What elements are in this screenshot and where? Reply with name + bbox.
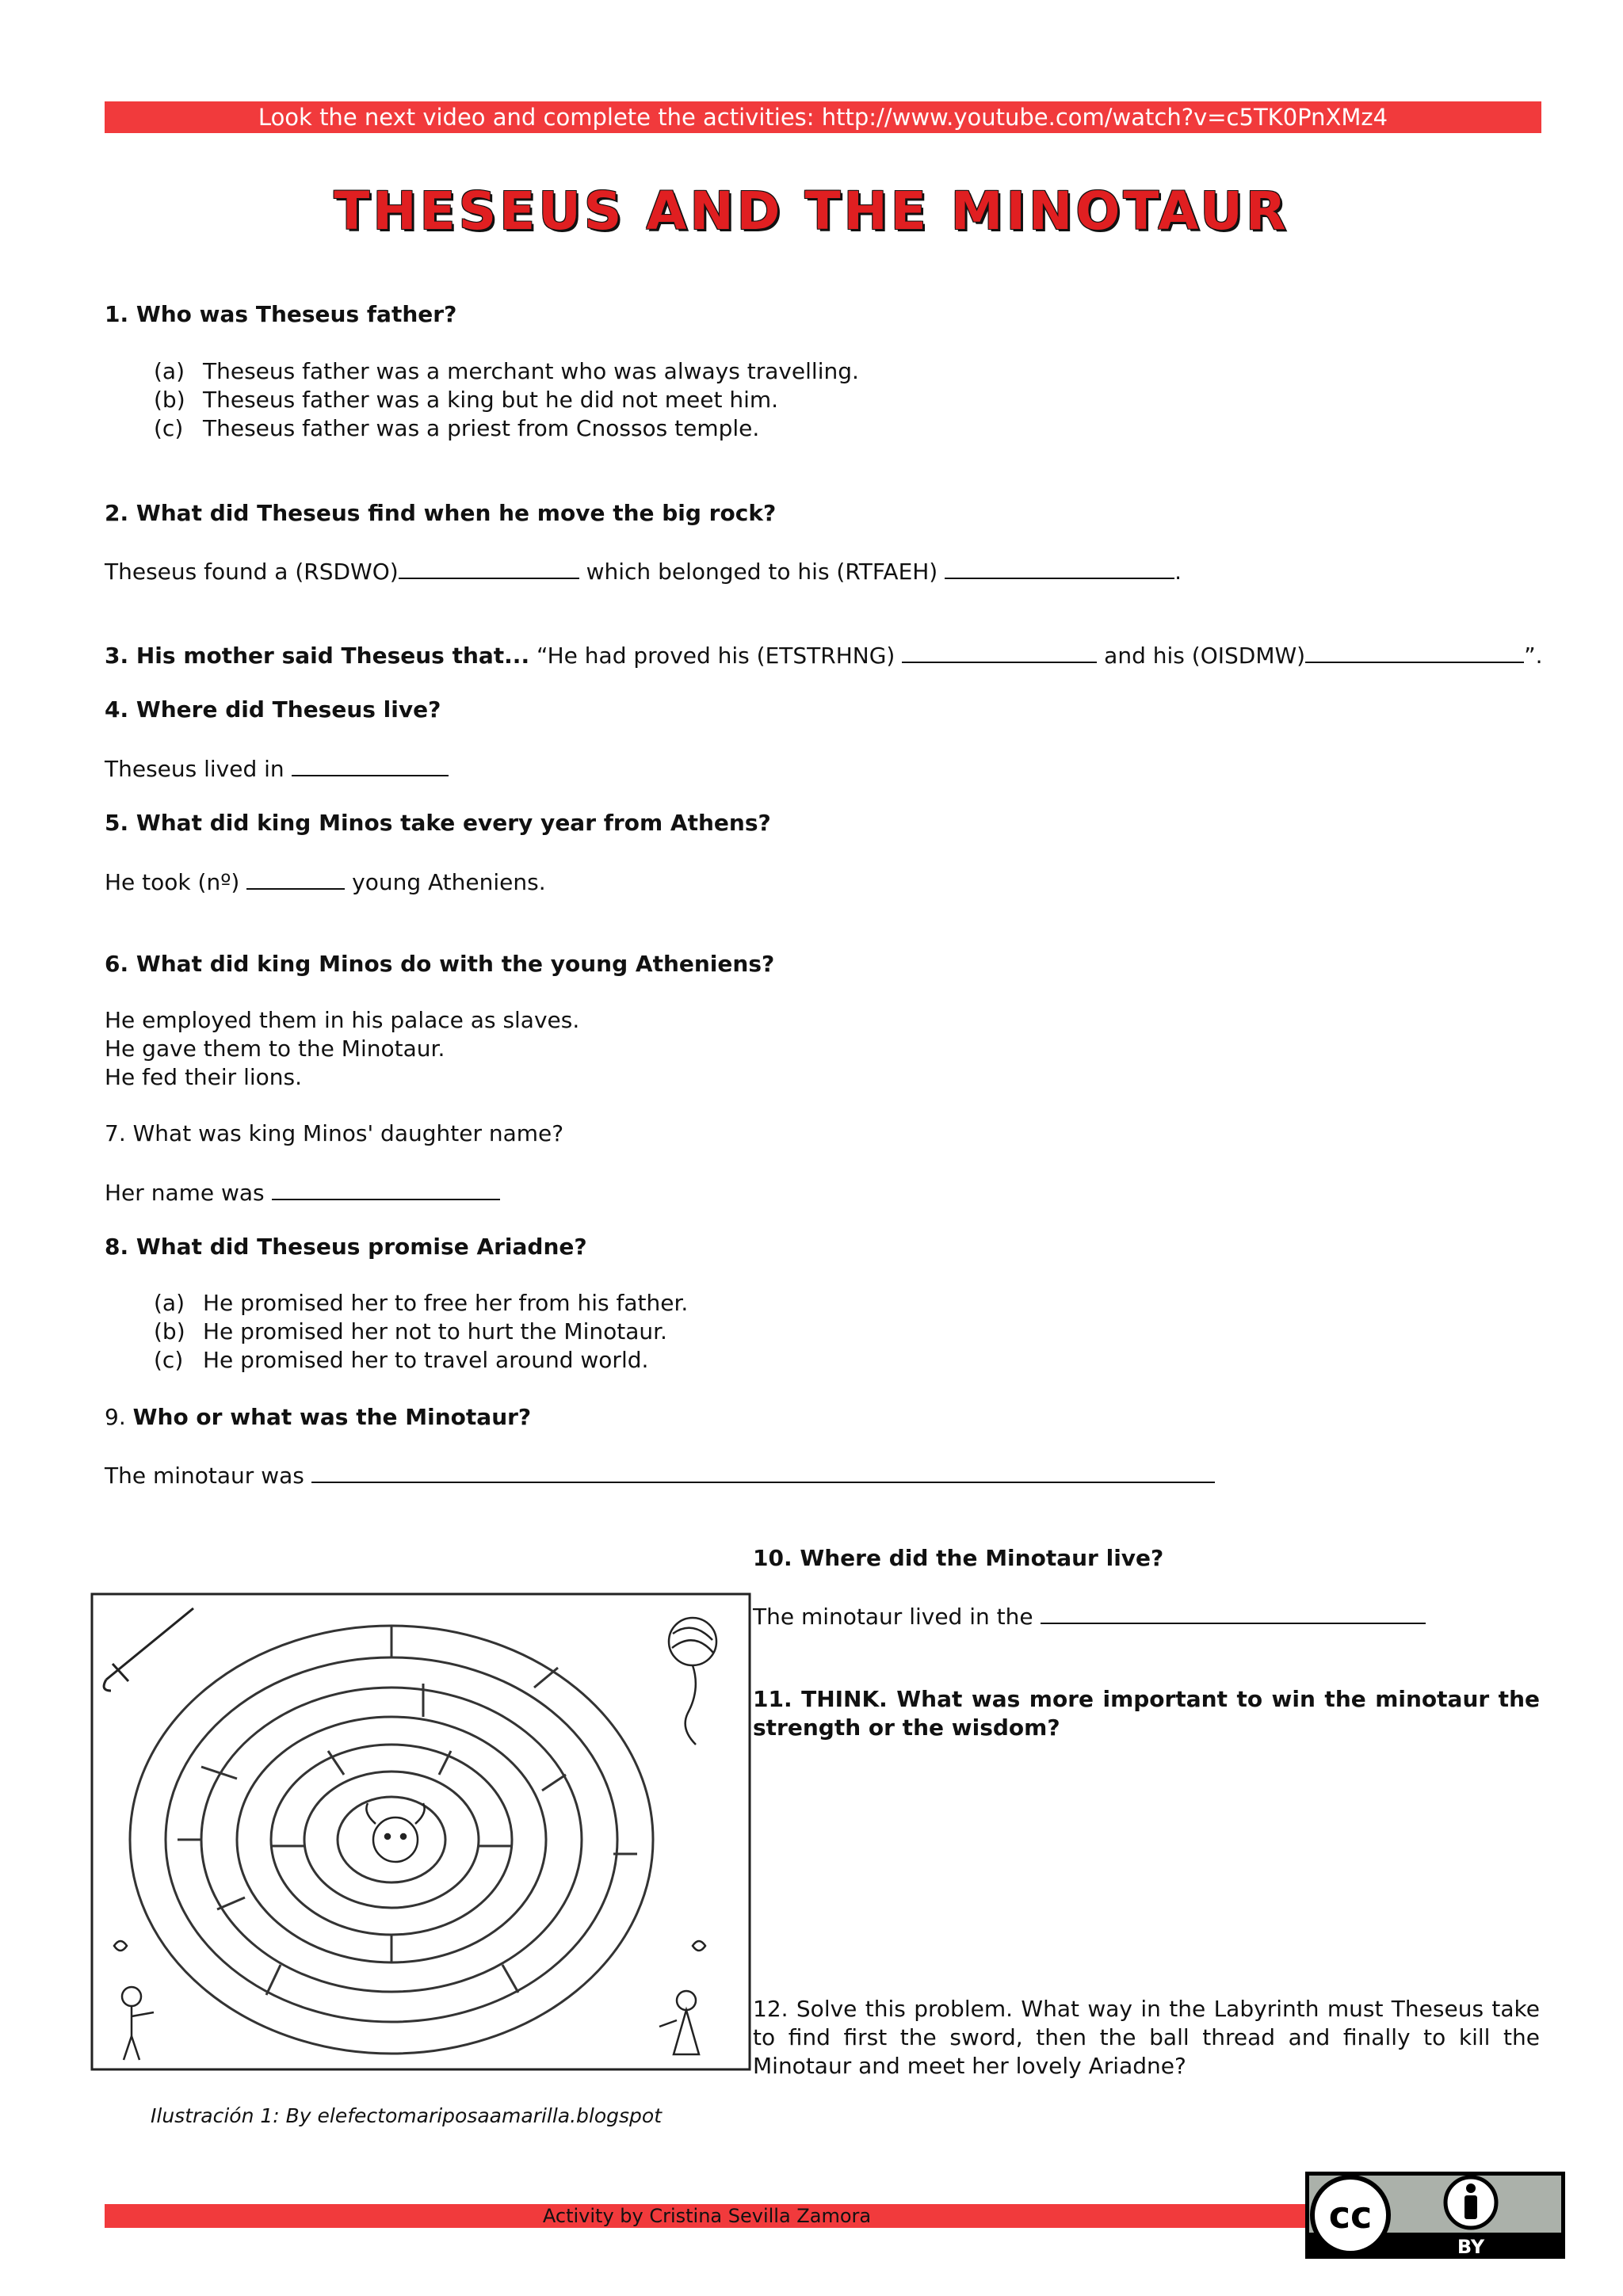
q5-text-1: He took (nº) (105, 869, 240, 895)
q6-choice-3[interactable]: He fed their lions. (105, 1064, 303, 1090)
q9-label: Who or what was the Minotaur? (132, 1404, 532, 1430)
option-text: Theseus father was a merchant who was always travelling. (203, 358, 859, 384)
labyrinth-illustration[interactable] (90, 1592, 751, 2071)
q6-choice-1[interactable]: He employed them in his palace as slaves. (105, 1007, 580, 1033)
question-12-line-3: Minotaur and meet her lovely Ariadne? (753, 2053, 1186, 2079)
cc-by-license-badge[interactable] (1304, 2171, 1566, 2260)
question-12-line-1: 12. Solve this problem. What way in the Labyrinth must Theseus take (753, 1996, 1540, 2022)
q3-end: ”. (1524, 643, 1543, 669)
option-label: (c) (154, 415, 184, 441)
q5-blank[interactable] (246, 866, 345, 890)
option-text: He promised her not to hurt the Minotaur. (203, 1318, 667, 1344)
q1-option-c[interactable] (154, 414, 759, 443)
option-label: (b) (154, 1318, 185, 1344)
question-4: 4. Where did Theseus live? (105, 696, 441, 723)
option-label: (a) (154, 1290, 185, 1316)
q3-text-1: “He had proved his (ETSTRHNG) (536, 643, 896, 669)
q7-text: Her name was (105, 1180, 265, 1206)
question-9 (105, 1403, 531, 1432)
q2-end: . (1174, 559, 1182, 585)
question-8: 8. What did Theseus promise Ariadne? (105, 1234, 587, 1260)
q10-text: The minotaur lived in the (753, 1604, 1033, 1630)
option-text: Theseus father was a king but he did not meet him. (203, 387, 779, 413)
question-7: 7. What was king Minos' daughter name? (105, 1120, 564, 1146)
question-2: 2. What did Theseus find when he move the big rock? (105, 500, 777, 526)
illustration-caption: Ilustración 1: By elefectomariposaamarilla.blogspot (151, 2104, 663, 2127)
q2-blank-2[interactable] (945, 555, 1174, 579)
question-1: 1. Who was Theseus father? (105, 301, 457, 327)
q7-answer-line (105, 1177, 500, 1207)
q2-text-2: which belonged to his (RTFAEH) (586, 559, 938, 585)
q9-blank[interactable] (311, 1459, 1215, 1483)
q10-blank[interactable] (1041, 1600, 1426, 1624)
q7-blank[interactable] (272, 1177, 500, 1200)
by-text: BY (1457, 2236, 1485, 2258)
q9-answer-line (105, 1459, 1215, 1490)
q4-answer-line (105, 753, 449, 784)
q3-text-2: and his (OISDMW) (1104, 643, 1306, 669)
question-11-line-2: strength or the wisdom? (753, 1714, 1060, 1741)
q3-label: 3. His mother said Theseus that... (105, 643, 530, 669)
cc-text: cc (1328, 2194, 1373, 2237)
question-5: 5. What did king Minos take every year from Athens? (105, 810, 771, 836)
q8-option-c[interactable] (154, 1346, 648, 1375)
question-10: 10. Where did the Minotaur live? (753, 1545, 1164, 1571)
page-title: THESEUS AND THE MINOTAUR (334, 181, 1289, 242)
option-text: He promised her to free her from his father. (203, 1290, 689, 1316)
top-banner (105, 101, 1541, 133)
question-3 (105, 639, 1543, 670)
footer-credit: Activity by Cristina Sevilla Zamora (542, 2205, 872, 2227)
q5-answer-line (105, 866, 546, 897)
q5-text-2: young Atheniens. (352, 869, 546, 895)
q6-choice-2[interactable]: He gave them to the Minotaur. (105, 1035, 445, 1062)
q1-option-a[interactable] (154, 357, 859, 386)
q4-blank[interactable] (292, 753, 449, 776)
attribution-person-icon (1445, 2177, 1496, 2228)
q9-number: 9. (105, 1404, 126, 1430)
q3-blank-1[interactable] (902, 639, 1097, 663)
option-label: (a) (154, 358, 185, 384)
q4-text: Theseus lived in (105, 756, 285, 782)
question-12-line-2: to find first the sword, then the ball thread and finally to kill the (753, 2024, 1540, 2050)
option-label: (b) (154, 387, 185, 413)
q2-answer-line (105, 555, 1182, 586)
q1-option-b[interactable] (154, 386, 778, 414)
option-text: Theseus father was a priest from Cnossos temple. (203, 415, 760, 441)
q10-answer-line (753, 1600, 1426, 1631)
footer-banner (105, 2204, 1309, 2228)
option-label: (c) (154, 1347, 184, 1373)
question-6: 6. What did king Minos do with the young Atheniens? (105, 951, 775, 977)
option-text: He promised her to travel around world. (203, 1347, 649, 1373)
q2-blank-1[interactable] (399, 555, 579, 579)
q2-text-1: Theseus found a (RSDWO) (105, 559, 399, 585)
q3-blank-2[interactable] (1305, 639, 1524, 663)
question-11-line-1: 11. THINK. What was more important to win the minotaur the (753, 1686, 1540, 1712)
q8-option-a[interactable] (154, 1289, 688, 1318)
banner-text: Look the next video and complete the activities: http://www.youtube.com/watch?v=c5TK0PnXMz4 (258, 104, 1388, 131)
q8-option-b[interactable] (154, 1318, 667, 1346)
q9-text: The minotaur was (105, 1463, 304, 1489)
